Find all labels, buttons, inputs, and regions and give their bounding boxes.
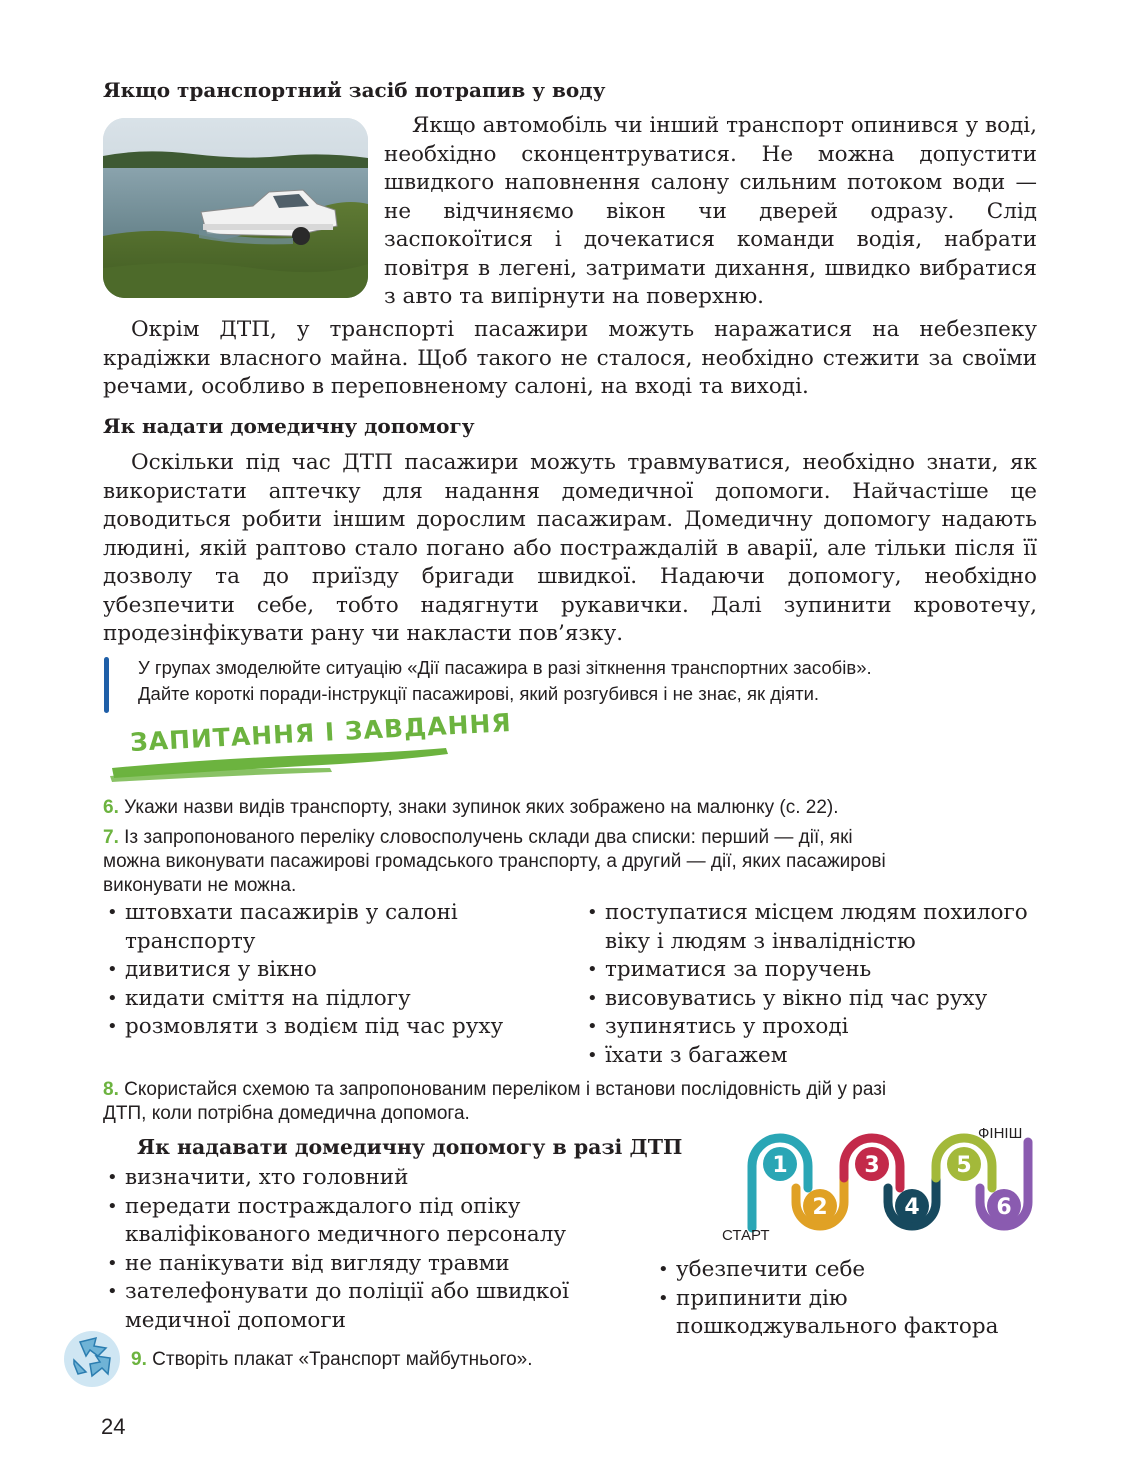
list-item: • зателефонувати до поліції або швидкої медичної допомоги bbox=[103, 1278, 625, 1335]
list-item: • не панікувати від вигляду травми bbox=[103, 1250, 623, 1279]
step-path-diagram bbox=[716, 1122, 1052, 1250]
task-7-list-right bbox=[583, 899, 1043, 1070]
step-5-label: 5 bbox=[956, 1153, 972, 1178]
list-item: • зупинятись у проході bbox=[583, 1013, 1043, 1042]
step-2-label: 2 bbox=[812, 1195, 828, 1220]
start-finish-diagram bbox=[716, 1122, 1052, 1250]
finish-label: ФІНІШ bbox=[978, 1125, 1023, 1142]
section-heading-water: Якщо транспортний засіб потрапив у воду bbox=[103, 78, 606, 102]
questions-banner bbox=[100, 708, 513, 784]
list-item: • кидати сміття на підлогу bbox=[103, 985, 543, 1014]
task-7-number: 7. bbox=[103, 827, 119, 848]
note-line-2: Дайте короткі поради-інструкції пасажирові, який розгубився і не знає, як діяти. bbox=[138, 683, 820, 704]
list-item: • штовхати пасажирів у салоні транспорту bbox=[103, 899, 505, 956]
task-9-text: Створіть плакат «Транспорт майбутнього». bbox=[152, 1349, 533, 1370]
creative-task-icon bbox=[60, 1328, 124, 1390]
car-in-water-photo bbox=[103, 118, 368, 298]
first-aid-list-right bbox=[654, 1256, 1044, 1342]
task-6 bbox=[103, 796, 1053, 820]
list-item: • припинити дію пошкоджувального фактора bbox=[654, 1285, 1046, 1342]
task-6-text: Укажи назви видів транспорту, знаки зупинок яких зображено на малюнку (с. 22). bbox=[124, 797, 839, 818]
first-aid-list-left bbox=[103, 1164, 623, 1335]
task-7-list-left bbox=[103, 899, 543, 1042]
list-item: • висовуватись у вікно під час руху bbox=[583, 985, 1043, 1014]
task-7 bbox=[103, 826, 1063, 898]
recycle-arrows-icon bbox=[60, 1328, 124, 1390]
task-9-number: 9. bbox=[131, 1349, 147, 1370]
list-item: • убезпечити себе bbox=[654, 1256, 1044, 1285]
list-item: • розмовляти з водієм під час руху bbox=[103, 1013, 543, 1042]
questions-banner-title: ЗАПИТАННЯ І ЗАВДАННЯ bbox=[129, 708, 513, 757]
task-7-line-3: виконувати не можна. bbox=[103, 875, 297, 896]
step-6-label: 6 bbox=[996, 1195, 1012, 1220]
list-item: • їхати з багажем bbox=[583, 1042, 1043, 1071]
list-item: • поступатися місцем людям похилого віку і людям з інвалідністю bbox=[583, 899, 1035, 956]
water-paragraph: Якщо автомобіль чи інший транспорт опинився у воді, необхідно сконцентруватися. Не можна допустити швидкого наповнення салону сильним потоком води — не відчиняємо вікон чи дверей одразу. Слід заспокоїтися і дочекатися команди водія, набрати повітря в легені, затримати дихання, швидко вибратися з авто та випірнути на поверхню. bbox=[384, 113, 1037, 309]
note-line-1: У групах змоделюйте ситуацію «Дії пасажира в разі зіткнення транспортних засобів». bbox=[138, 657, 872, 678]
step-4-label: 4 bbox=[904, 1195, 920, 1220]
task-8 bbox=[103, 1078, 1063, 1126]
task-8-line-1: Скористайся схемою та запропонованим переліком і встанови послідовність дій у разі bbox=[124, 1079, 887, 1100]
task-7-line-1: Із запропонованого переліку словосполучень склади два списки: перший — дії, які bbox=[124, 827, 853, 848]
step-3-label: 3 bbox=[864, 1153, 880, 1178]
task-9 bbox=[131, 1348, 731, 1372]
note-accent-bar bbox=[104, 657, 109, 713]
first-aid-order-subheading: Як надавати домедичну допомогу в разі ДТП bbox=[137, 1135, 683, 1159]
theft-paragraph: Окрім ДТП, у транспорті пасажири можуть наражатися на небезпеку крадіжки власного майна. Щоб такого не сталося, необхідно стежити за своїми речами, особливо в переповненому салоні, на вході та виході. bbox=[103, 317, 1037, 399]
list-item: • триматися за поручень bbox=[583, 956, 1043, 985]
first-aid-paragraph: Оскільки під час ДТП пасажири можуть травмуватися, необхідно знати, як використати аптечку для надання домедичної допомоги. Найчастіше це доводиться робити іншим дорослим пасажирам. Домедичну допомогу надають людині, якій раптово стало погано або постраждалій в аварії, але тільки після її дозволу та до приїзду бригади швидкої. Надаючи допомогу, необхідно убезпечити себе, тобто надягнути рукавички. Далі зупинити кровотечу, продезінфікувати рану чи накласти пов’язку. bbox=[103, 450, 1037, 646]
task-8-number: 8. bbox=[103, 1079, 119, 1100]
start-label: СТАРТ bbox=[722, 1227, 770, 1244]
list-item: • передати постраждалого під опіку кваліфікованого медичного персоналу bbox=[103, 1193, 595, 1250]
task-8-line-2: ДТП, коли потрібна домедична допомога. bbox=[103, 1103, 470, 1124]
car-in-water-image bbox=[103, 118, 368, 298]
task-6-number: 6. bbox=[103, 797, 119, 818]
list-item: • дивитися у вікно bbox=[103, 956, 543, 985]
page-number: 24 bbox=[101, 1414, 126, 1439]
step-1-label: 1 bbox=[772, 1153, 788, 1178]
task-7-line-2: можна виконувати пасажирові громадського транспорту, а другий — дії, яких пасажирові bbox=[103, 851, 886, 872]
section-heading-first-aid: Як надати домедичну допомогу bbox=[103, 414, 475, 438]
list-item: • визначити, хто головний bbox=[103, 1164, 623, 1193]
